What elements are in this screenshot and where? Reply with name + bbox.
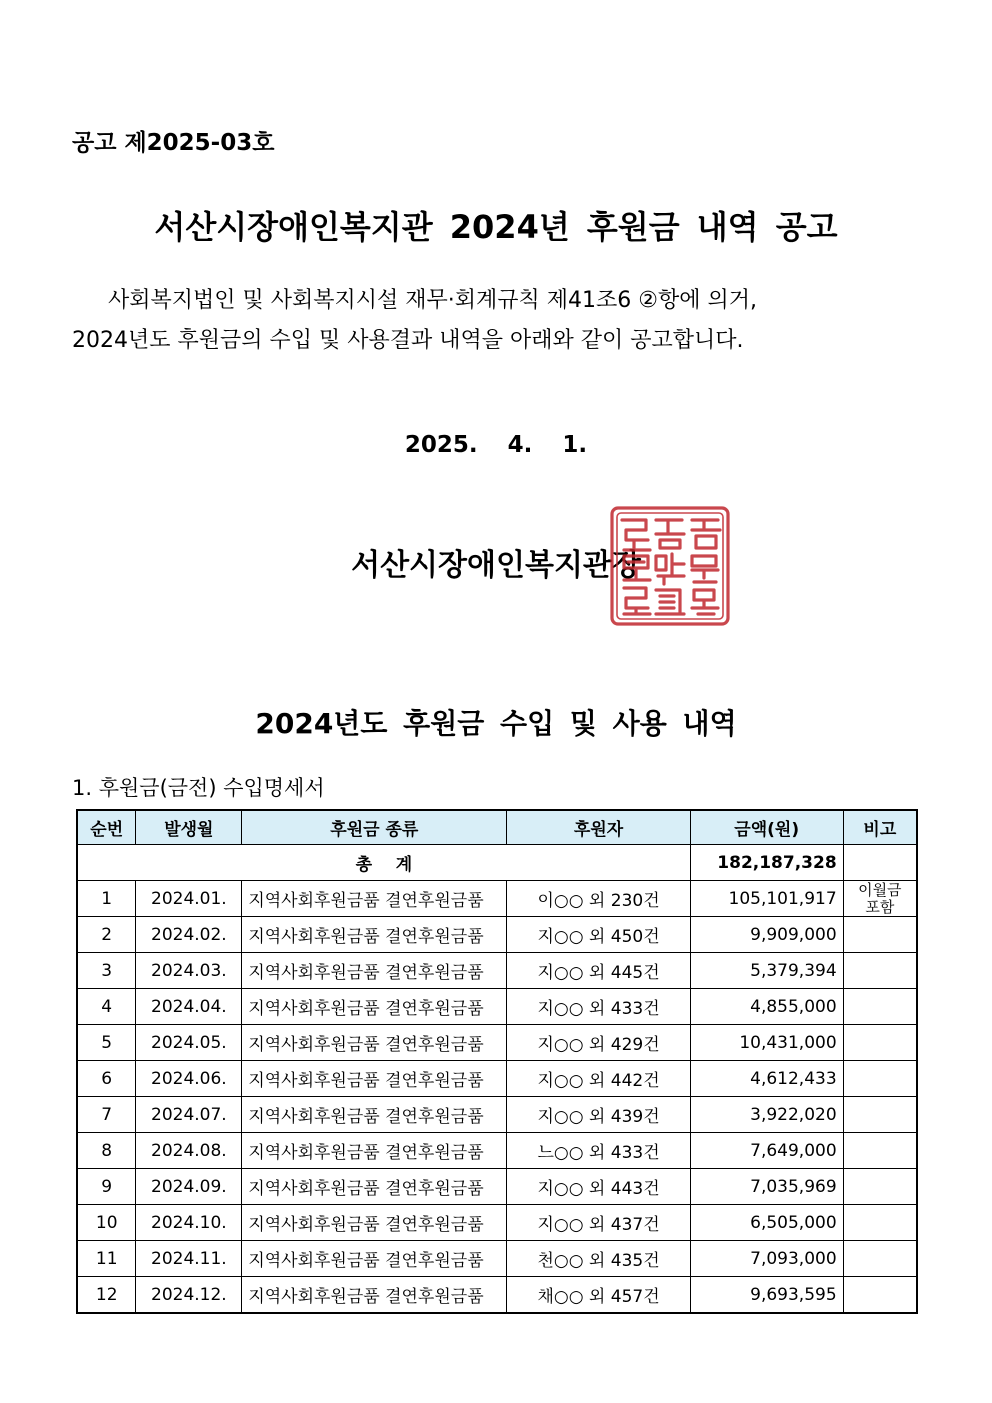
- total-amount: 182,187,328: [690, 845, 843, 881]
- total-label: 총 계: [77, 845, 690, 881]
- cell-amount: 4,612,433: [690, 1061, 843, 1097]
- cell-month: 2024.12.: [136, 1277, 242, 1314]
- cell-month: 2024.06.: [136, 1061, 242, 1097]
- cell-month: 2024.01.: [136, 881, 242, 917]
- cell-amount: 9,693,595: [690, 1277, 843, 1314]
- income-table: [76, 809, 918, 1314]
- cell-donor: 채○○ 외 457건: [507, 1277, 690, 1314]
- cell-no: 8: [77, 1133, 136, 1169]
- cell-type: 지역사회후원금품 결연후원금품: [242, 1061, 507, 1097]
- cell-note: [843, 1277, 917, 1314]
- table-row: [77, 989, 917, 1025]
- cell-donor: 지○○ 외 433건: [507, 989, 690, 1025]
- cell-note: 이월금 포함: [843, 881, 917, 917]
- cell-no: 9: [77, 1169, 136, 1205]
- cell-note: [843, 989, 917, 1025]
- header-amount: 금액(원): [690, 810, 843, 845]
- cell-type: 지역사회후원금품 결연후원금품: [242, 953, 507, 989]
- body-line-2: 2024년도 후원금의 수입 및 사용결과 내역을 아래와 같이 공고합니다.: [72, 328, 744, 353]
- cell-donor: 지○○ 외 450건: [507, 917, 690, 953]
- table-row: [77, 881, 917, 917]
- cell-no: 1: [77, 881, 136, 917]
- document-title: 서산시장애인복지관 2024년 후원금 내역 공고: [154, 208, 838, 246]
- cell-no: 6: [77, 1061, 136, 1097]
- cell-month: 2024.10.: [136, 1205, 242, 1241]
- cell-amount: 9,909,000: [690, 917, 843, 953]
- cell-no: 2: [77, 917, 136, 953]
- cell-type: 지역사회후원금품 결연후원금품: [242, 917, 507, 953]
- official-seal: [608, 504, 732, 628]
- cell-type: 지역사회후원금품 결연후원금품: [242, 1133, 507, 1169]
- cell-amount: 10,431,000: [690, 1025, 843, 1061]
- cell-donor: 지○○ 외 445건: [507, 953, 690, 989]
- cell-donor: 천○○ 외 435건: [507, 1241, 690, 1277]
- total-row: [77, 845, 917, 881]
- notice-number: 공고 제2025-03호: [72, 130, 275, 156]
- body-line-1: 사회복지법인 및 사회복지시설 재무·회계규칙 제41조6 ②항에 의거,: [108, 288, 757, 313]
- cell-no: 10: [77, 1205, 136, 1241]
- header-month: 발생월: [136, 810, 242, 845]
- cell-no: 4: [77, 989, 136, 1025]
- cell-type: 지역사회후원금품 결연후원금품: [242, 1025, 507, 1061]
- cell-month: 2024.08.: [136, 1133, 242, 1169]
- cell-donor: 이○○ 외 230건: [507, 881, 690, 917]
- cell-donor: 지○○ 외 429건: [507, 1025, 690, 1061]
- table-row: [77, 1277, 917, 1314]
- cell-type: 지역사회후원금품 결연후원금품: [242, 1205, 507, 1241]
- cell-month: 2024.02.: [136, 917, 242, 953]
- cell-note: [843, 1025, 917, 1061]
- cell-month: 2024.05.: [136, 1025, 242, 1061]
- header-no: 순번: [77, 810, 136, 845]
- cell-month: 2024.09.: [136, 1169, 242, 1205]
- table-caption: 1. 후원금(금전) 수입명세서: [72, 776, 325, 800]
- cell-month: 2024.04.: [136, 989, 242, 1025]
- table-row: [77, 917, 917, 953]
- cell-note: [843, 1061, 917, 1097]
- table-row: [77, 1205, 917, 1241]
- table-row: [77, 1241, 917, 1277]
- cell-amount: 6,505,000: [690, 1205, 843, 1241]
- cell-note: [843, 953, 917, 989]
- cell-type: 지역사회후원금품 결연후원금품: [242, 1241, 507, 1277]
- cell-donor: 느○○ 외 433건: [507, 1133, 690, 1169]
- table-header-row: [77, 810, 917, 845]
- total-note: [843, 845, 917, 881]
- cell-month: 2024.07.: [136, 1097, 242, 1133]
- notice-date: 2025. 4. 1.: [404, 432, 588, 458]
- cell-amount: 105,101,917: [690, 881, 843, 917]
- cell-month: 2024.03.: [136, 953, 242, 989]
- cell-note: [843, 1241, 917, 1277]
- cell-note: [843, 1205, 917, 1241]
- cell-month: 2024.11.: [136, 1241, 242, 1277]
- cell-type: 지역사회후원금품 결연후원금품: [242, 881, 507, 917]
- header-donor: 후원자: [507, 810, 690, 845]
- cell-amount: 7,035,969: [690, 1169, 843, 1205]
- header-note: 비고: [843, 810, 917, 845]
- cell-type: 지역사회후원금품 결연후원금품: [242, 1097, 507, 1133]
- cell-type: 지역사회후원금품 결연후원금품: [242, 989, 507, 1025]
- cell-note: [843, 1097, 917, 1133]
- cell-amount: 7,093,000: [690, 1241, 843, 1277]
- table-row: [77, 1133, 917, 1169]
- table-row: [77, 1025, 917, 1061]
- cell-no: 7: [77, 1097, 136, 1133]
- table-row: [77, 953, 917, 989]
- cell-donor: 지○○ 외 443건: [507, 1169, 690, 1205]
- cell-no: 5: [77, 1025, 136, 1061]
- cell-note: [843, 917, 917, 953]
- table-row: [77, 1061, 917, 1097]
- table-row: [77, 1097, 917, 1133]
- cell-amount: 4,855,000: [690, 989, 843, 1025]
- table-row: [77, 1169, 917, 1205]
- signer-name: 서산시장애인복지관장: [351, 548, 641, 583]
- cell-no: 12: [77, 1277, 136, 1314]
- cell-amount: 3,922,020: [690, 1097, 843, 1133]
- cell-note: [843, 1169, 917, 1205]
- cell-note: [843, 1133, 917, 1169]
- cell-donor: 지○○ 외 442건: [507, 1061, 690, 1097]
- cell-donor: 지○○ 외 437건: [507, 1205, 690, 1241]
- cell-type: 지역사회후원금품 결연후원금품: [242, 1277, 507, 1314]
- section-title: 2024년도 후원금 수입 및 사용 내역: [255, 707, 737, 740]
- cell-amount: 5,379,394: [690, 953, 843, 989]
- cell-donor: 지○○ 외 439건: [507, 1097, 690, 1133]
- cell-no: 11: [77, 1241, 136, 1277]
- cell-amount: 7,649,000: [690, 1133, 843, 1169]
- header-type: 후원금 종류: [242, 810, 507, 845]
- cell-no: 3: [77, 953, 136, 989]
- cell-type: 지역사회후원금품 결연후원금품: [242, 1169, 507, 1205]
